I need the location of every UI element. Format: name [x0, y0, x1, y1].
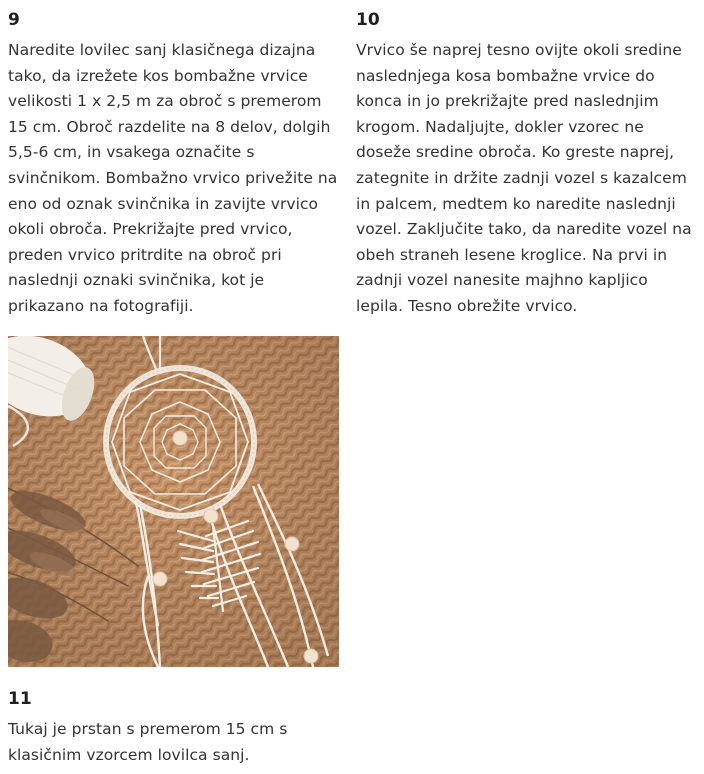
step-10	[356, 10, 696, 320]
step-number: 9	[8, 10, 20, 30]
step-text: Naredite lovilec sanj klasičnega dizajna tako, da izrežete kos bombažne vrvice velikosti 1 x 2,5 m za obroč s premerom 15 cm. Obroč razdelite na 8 delov, dolgih 5,5-6 cm, in vsakega označite s svinčnikom. Bombažno vrvico privežite na eno od oznak svinčnika in zavijte vrvico okoli obroča. Prekrižajte pred vrvico, preden vrvico pritrdite na obroč pri naslednji oznaki svinčnika, kot je prikazano na fotografiji.	[8, 41, 338, 315]
step-text: Vrvico še naprej tesno ovijte okoli sredine naslednjega kosa bombažne vrvice do konca in jo prekrižajte pred naslednjim krogom. Nadaljujte, dokler vzorec ne doseže sredine obroča. Ko greste naprej, zategnite in držite zadnji vozel s kazalcem in palcem, medtem ko naredite naslednji vozel. Zaključite tako, da naredite vozel na obeh straneh lesene kroglice. Na prvi in zadnji vozel nanesite majhno kapljico lepila. Tesno obrežite vrvico.	[356, 41, 692, 315]
step-11	[8, 689, 343, 768]
step-number: 10	[356, 10, 380, 30]
step-number: 11	[8, 689, 32, 709]
dreamcatcher-photo	[8, 336, 339, 667]
step-text: Tukaj je prstan s premerom 15 cm s klasičnim vzorcem lovilca sanj.	[8, 720, 288, 764]
dreamcatcher-illustration	[8, 336, 339, 667]
step-9	[8, 10, 343, 320]
